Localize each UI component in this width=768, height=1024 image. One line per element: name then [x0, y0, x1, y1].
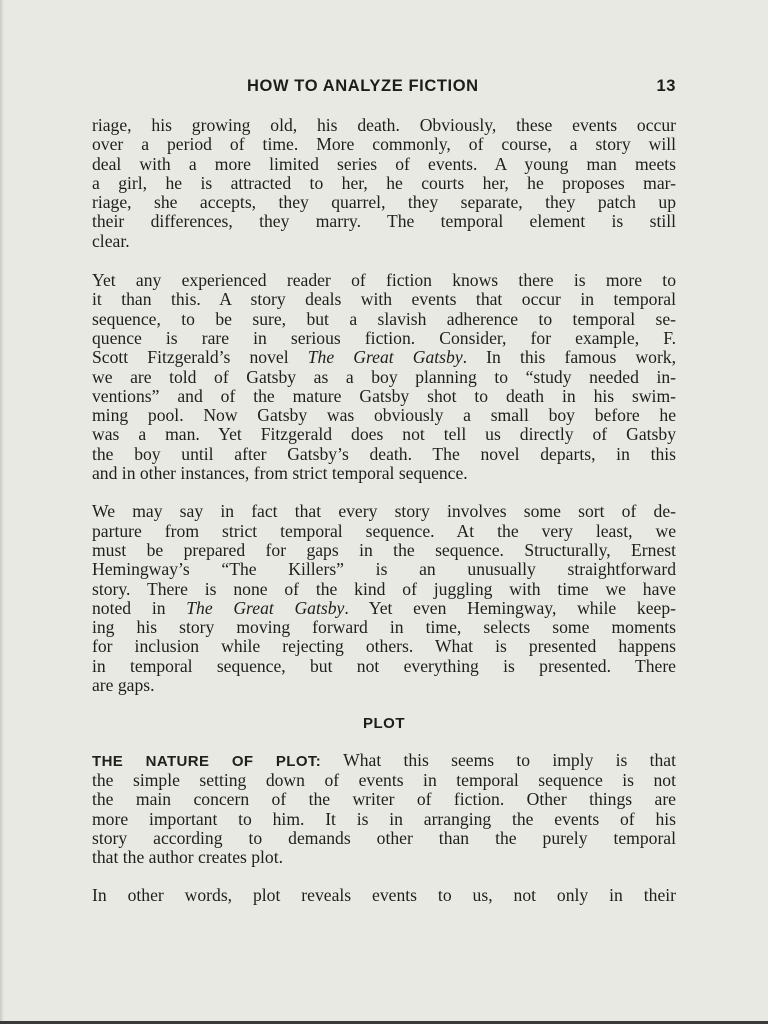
text-line-with-title — [92, 348, 676, 367]
paragraph-final — [92, 886, 676, 905]
text-line: Yet any experienced reader of fiction knows there is more to — [92, 270, 676, 291]
paragraph-plot — [92, 751, 676, 868]
text-line: was a man. Yet Fitzgerald does not tell us directly of Gatsby — [92, 424, 676, 445]
book-title-italic: The Great Gatsby — [307, 347, 463, 368]
page-number: 13 — [656, 77, 676, 95]
text-line: are gaps. — [92, 675, 155, 696]
text-line: deal with a more limited series of events. A young man meets — [92, 153, 676, 174]
text-fragment: . Yet even Hemingway, while keep- — [344, 597, 676, 618]
text-line: story according to demands other than the purely temporal — [92, 827, 676, 848]
text-line: ing his story moving forward in time, selects some moments — [92, 617, 676, 638]
text-line: We may say in fact that every story involves some sort of de- — [92, 501, 676, 522]
text-line: and in other instances, from strict temporal sequence. — [92, 463, 468, 484]
text-line: we are told of Gatsby as a boy planning to “study needed in- — [92, 366, 676, 387]
text-line: riage, she accepts, they quarrel, they separate, they patch up — [92, 192, 676, 213]
text-line: parture from strict temporal sequence. At the very least, we — [92, 520, 676, 541]
text-line: In other words, plot reveals events to us, not only in their — [92, 885, 676, 906]
paragraph-1 — [92, 116, 676, 251]
paragraph-3 — [92, 502, 676, 695]
text-line: ventions” and of the mature Gatsby shot to death in his swim- — [92, 385, 676, 406]
text-line: the main concern of the writer of fiction. Other things are — [92, 789, 676, 810]
run-in-heading: THE NATURE OF PLOT: — [92, 752, 322, 770]
text-line: Hemingway’s “The Killers” is an unusually straightforward — [92, 559, 676, 580]
text-fragment: noted in — [92, 597, 187, 618]
text-line: ming pool. Now Gatsby was obviously a small boy before he — [92, 405, 676, 426]
text-line: story. There is none of the kind of juggling with time we have — [92, 578, 676, 599]
text-line: the boy until after Gatsby’s death. The novel departs, in this — [92, 443, 676, 464]
text-line: that the author creates plot. — [92, 847, 284, 868]
text-line-with-run-in — [92, 751, 676, 771]
text-line: sequence, to be sure, but a slavish adherence to temporal se- — [92, 308, 676, 329]
paragraph-2 — [92, 271, 676, 483]
text-line: riage, his growing old, his death. Obviously, these events occur — [92, 115, 676, 135]
text-line: the simple setting down of events in temporal sequence is not — [92, 769, 676, 790]
text-line: it than this. A story deals with events that occur in temporal — [92, 289, 676, 310]
text-line: their differences, they marry. The temporal element is still — [92, 211, 676, 232]
section-heading: PLOT — [363, 715, 405, 733]
page-spine-edge — [0, 0, 4, 1024]
body-text — [92, 116, 676, 925]
text-line: more important to him. It is in arranging the events of his — [92, 808, 676, 829]
text-line: for inclusion while rejecting others. What is presented happens — [92, 636, 676, 657]
book-title-italic: The Great Gatsby — [186, 597, 345, 618]
text-fragment: What this seems to imply is that — [321, 749, 676, 770]
running-head — [92, 77, 676, 99]
text-line: quence is rare in serious fiction. Consider, for example, F. — [92, 327, 676, 348]
text-line: over a period of time. More commonly, of course, a story will — [92, 134, 676, 155]
text-line-with-title — [92, 599, 676, 618]
text-line: clear. — [92, 230, 130, 251]
text-line: in temporal sequence, but not everything is presented. There — [92, 655, 676, 676]
text-line: a girl, he is attracted to her, he courts her, he proposes mar- — [92, 172, 676, 193]
text-line: must be prepared for gaps in the sequence. Structurally, Ernest — [92, 539, 676, 560]
text-fragment: Scott Fitzgerald’s novel — [92, 347, 308, 368]
text-fragment: . In this famous work, — [462, 347, 677, 368]
running-head-title: HOW TO ANALYZE FICTION — [247, 77, 479, 95]
